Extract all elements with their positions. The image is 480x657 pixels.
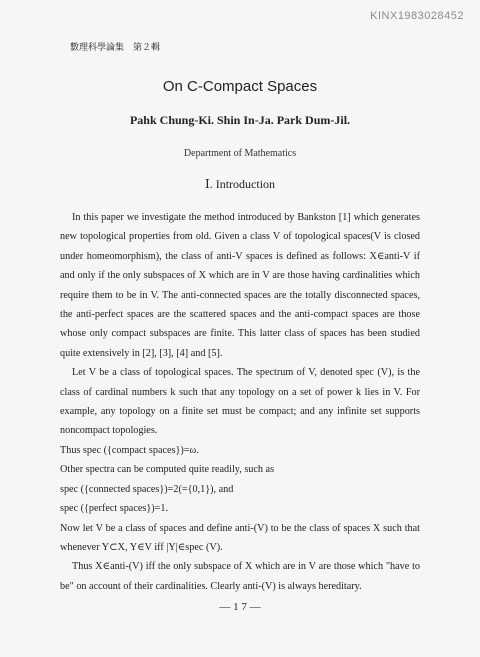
journal-header: 數理科學論集 第２輯 bbox=[70, 42, 161, 52]
author-list: Pahk Chung-Ki. Shin In-Ja. Park Dum-Jil. bbox=[129, 113, 351, 127]
paragraph-spectrum: Let V be a class of topological spaces. The spectrum of V, denoted spec (V), is the class of cardinal numbers k such that any topology on a set of power k lies in V. For example, any topology on a finite set must be compact; and any infinite set supports noncompact topologies. bbox=[60, 367, 420, 437]
paragraph-intro: In this paper we investigate the method introduced by Bankston [1] which generates new topological properties from old. Given a class V of topological spaces(V is closed under homeomorphism), the class of anti-V spaces is defined as follows: X∈anti-V if and only if the only subspaces of X which are in V are those having cardinalities which require them to be in V. The anti-connected spaces are the totally disconnected spaces, the anti-perfect spaces are the scattered spaces and the anti-compact spaces are those whose only compact subspaces are finite. This latter class of spaces has been studied quite extensively in [2], [3], [4] and [5]. bbox=[60, 212, 420, 359]
line-other-spectra: Other spectra can be computed quite readily, such as bbox=[60, 464, 275, 476]
line-spec-compact: Thus spec ({compact spaces})=ω. bbox=[60, 444, 199, 456]
paper-title: On C-Compact Spaces bbox=[162, 78, 318, 95]
paragraph-hereditary: Thus X∈anti-(V) iff the only subspace of X which are in V are those which "have to be" on account of their cardinalities. Clearly anti-(V) is always hereditary. bbox=[60, 561, 420, 592]
document-id-watermark: KINX1983028452 bbox=[370, 10, 464, 22]
affiliation: Department of Mathematics bbox=[183, 148, 297, 159]
paragraph-anti-definition: Now let V be a class of spaces and define anti-(V) to be the class of spaces X such that whenever Y⊂X, Y∈V iff |Y|∈spec (V). bbox=[60, 522, 420, 553]
page-number: — 1 7 — bbox=[219, 601, 261, 613]
section-heading: Ⅰ. Introduction bbox=[204, 177, 276, 191]
body-text bbox=[60, 208, 420, 596]
line-spec-connected: spec ({connected spaces})=2(={0,1}), and bbox=[60, 483, 234, 495]
line-spec-perfect: spec ({perfect spaces})=1. bbox=[60, 503, 169, 515]
